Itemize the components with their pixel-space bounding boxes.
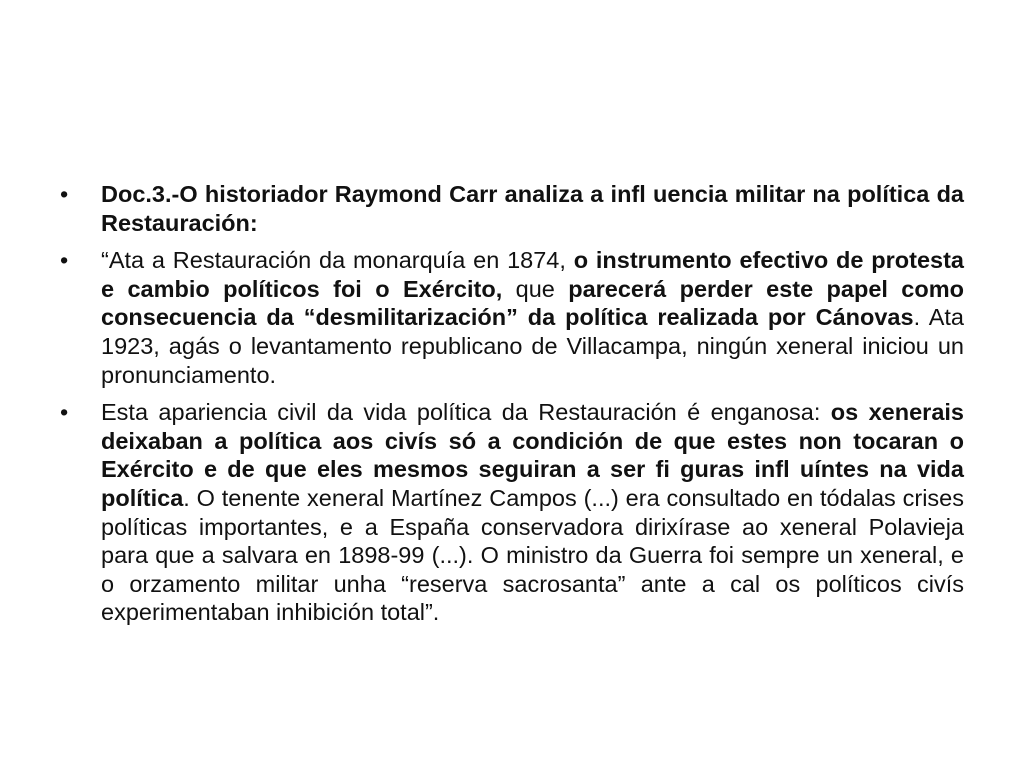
bullet-marker: •	[60, 247, 69, 274]
bullet-item-quote-part-1	[60, 246, 964, 389]
doc-title-text: Doc.3.-O historiador Raymond Carr analiza a infl uencia militar na política da Restauración:	[101, 181, 964, 236]
quote-text: . Ata 1923, agás o levantamento republicano de Villacampa, ningún xeneral iniciou un pronunciamento.	[101, 304, 964, 388]
bullet-marker: •	[60, 181, 69, 207]
quote-text: . O tenente xeneral Martínez Campos (...) era consultado en tódalas crises políticas importantes, e a España conservadora dirixírase ao xeneral Polavieja para que a salvara en 1898-99 (...). O ministro da Guerra foi sempre un xeneral, e o orzamento militar unha “reserva sacrosanta” ante a cal os políticos civís experimentaban inhibición total”.	[101, 484, 964, 626]
quote-emphasis: os xenerais deixaban a política aos civís só a condición de que estes non tocaran o Exército e de que eles mesmos seguiran a ser fi guras infl uíntes na vida política	[101, 399, 964, 511]
bullet-marker: •	[60, 399, 69, 426]
quote-text: que	[502, 275, 569, 302]
quote-emphasis: o instrumento efectivo de protesta e cambio políticos foi o Exército,	[101, 247, 965, 302]
bullet-list	[60, 180, 964, 636]
bullet-item-doc-title	[60, 180, 964, 237]
quote-emphasis: parecerá perder este papel como consecuencia da “desmilitarización” da política realizada por Cánovas	[101, 275, 964, 331]
bullet-item-quote-part-2	[60, 398, 964, 627]
quote-text: Esta apariencia civil da vida política da Restauración é enganosa:	[101, 399, 831, 426]
quote-text: “Ata a Restauración da monarquía en 1874,	[101, 247, 574, 274]
